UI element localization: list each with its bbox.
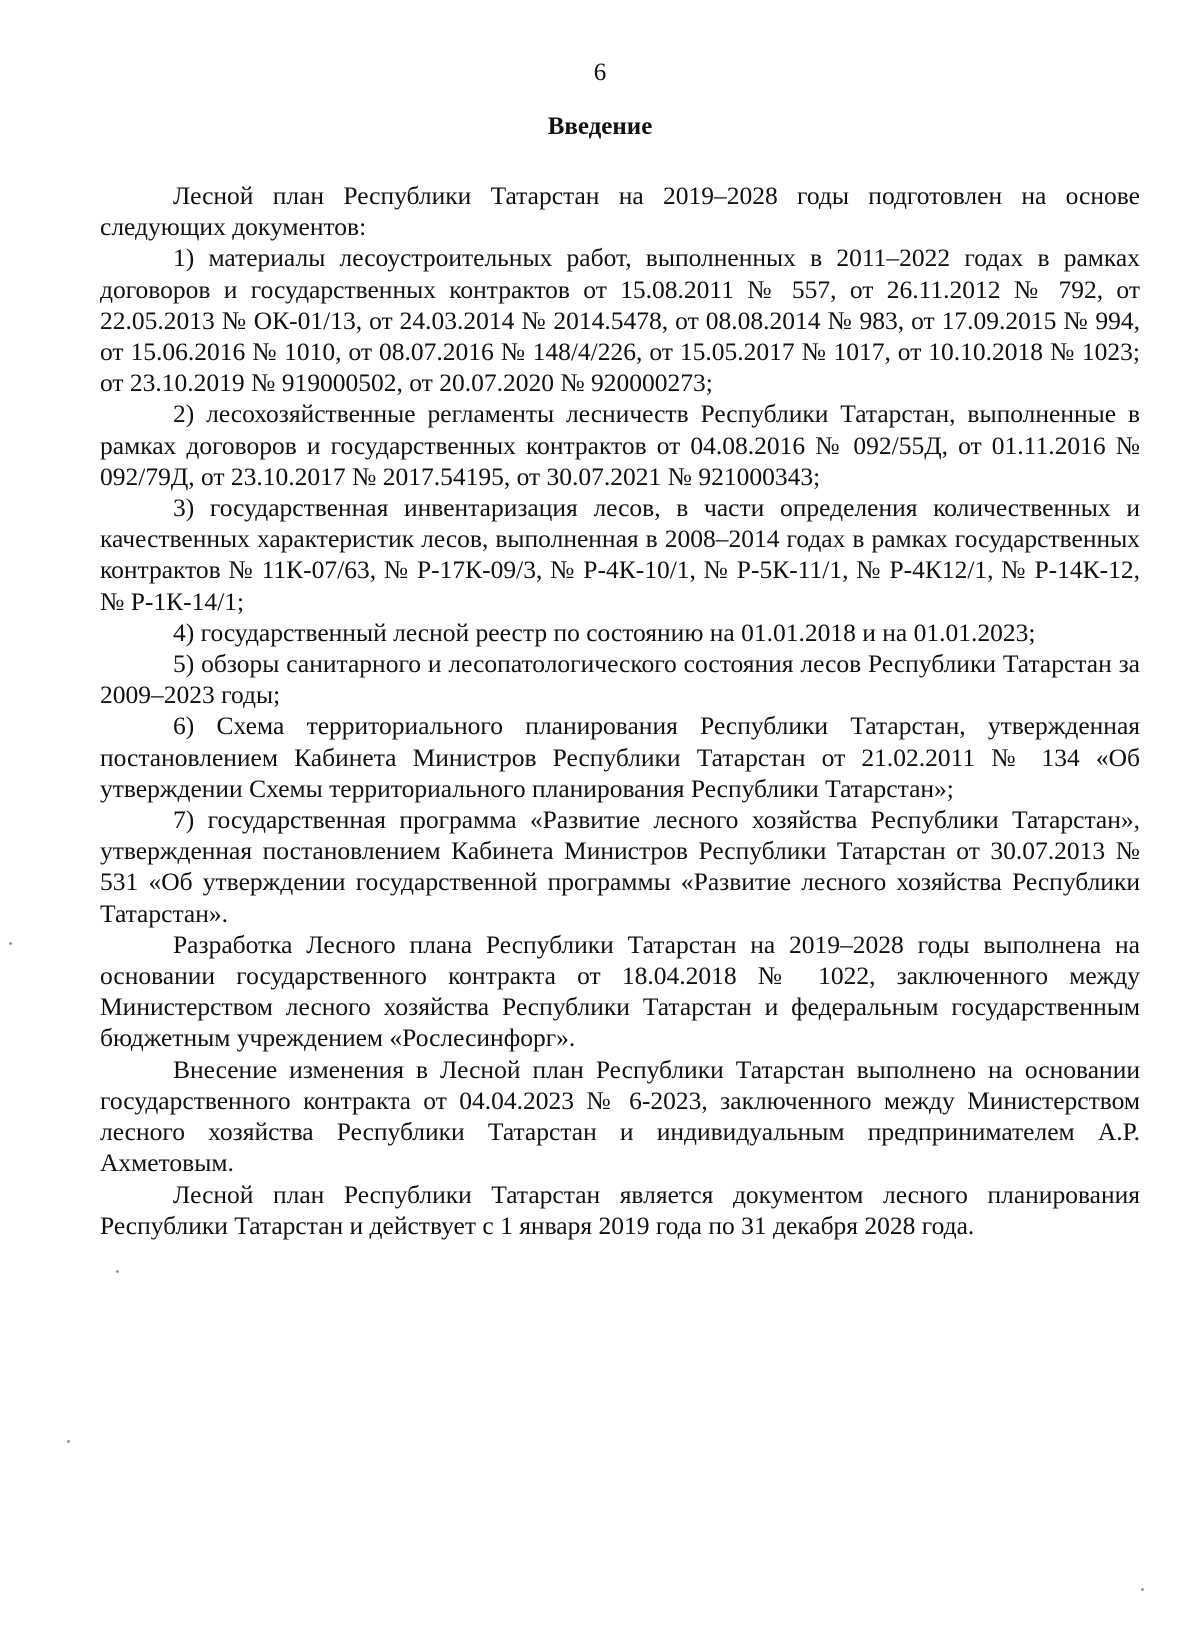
validity-paragraph: Лесной план Республики Татарстан является документом лесного планирования Республики Татарстан и действует с 1 января 2019 года по 31 декабря 2028 года.: [100, 1179, 1140, 1240]
scan-speck: [9, 942, 12, 945]
development-paragraph: Разработка Лесного плана Республики Татарстан на 2019–2028 годы выполнена на основании государственного контракта от 18.04.2018 № 1022, заключенного между Министерством лесного хозяйства Республики Татарстан и федеральным государственным бюджетным учреждением «Рослесинфорг».: [100, 929, 1140, 1053]
list-item-3: 3) государственная инвентаризация лесов, в части определения количественных и качественных характеристик лесов, выполненная в 2008–2014 годах в рамках государственных контрактов № 11К-07/63, № Р-17К-09/3, № Р-4К-10/1, № Р-5К-11/1, № Р-4К12/1, № Р-14К-12, № Р-1К-14/1;: [100, 493, 1140, 616]
section-heading: Введение: [547, 113, 653, 140]
list-item-5: 5) обзоры санитарного и лесопатологического состояния лесов Республики Татарстан за 2009–2023 годы;: [100, 649, 1140, 710]
list-item-1: 1) материалы лесоустроительных работ, выполненных в 2011–2022 годах в рамках договоров и государственных контрактов от 15.08.2011 № 557, от 26.11.2012 № 792, от 22.05.2013 № ОК-01/13, от 24.03.2014 № 2014.5478, от 08.08.2014 № 983, от 17.09.2015 № 994, от 15.06.2016 № 1010, от 08.07.2016 № 148/4/226, от 15.05.2017 № 1017, от 10.10.2018 № 1023; от 23.10.2019 № 919000502, от 20.07.2020 № 920000273;: [100, 243, 1140, 398]
scan-speck: [116, 1270, 119, 1273]
body-text: [100, 180, 1140, 1241]
intro-paragraph: Лесной план Республики Татарстан на 2019–2028 годы подготовлен на основе следующих документов:: [100, 181, 1140, 242]
scan-speck: [1141, 1588, 1144, 1591]
list-item-7: 7) государственная программа «Развитие лесного хозяйства Республики Татарстан», утвержденная постановлением Кабинета Министров Республики Татарстан от 30.07.2013 № 531 «Об утверждении государственной программы «Развитие лесного хозяйства Республики Татарстан».: [100, 805, 1140, 928]
page-number: 6: [593, 59, 607, 86]
list-item-4: 4) государственный лесной реестр по состоянию на 01.01.2018 и на 01.01.2023;: [173, 617, 1036, 647]
scan-speck: [67, 1440, 70, 1443]
amendment-paragraph: Внесение изменения в Лесной план Республики Татарстан выполнено на основании государственного контракта от 04.04.2023 № 6-2023, заключенного между Министерством лесного хозяйства Республики Татарстан и индивидуальным предпринимателем А.Р. Ахметовым.: [100, 1054, 1140, 1178]
list-item-2: 2) лесохозяйственные регламенты лесничеств Республики Татарстан, выполненные в рамках договоров и государственных контрактов от 04.08.2016 № 092/55Д, от 01.11.2016 № 092/79Д, от 23.10.2017 № 2017.54195, от 30.07.2021 № 921000343;: [100, 399, 1140, 491]
list-item-6: 6) Схема территориального планирования Республики Татарстан, утвержденная постановлением Кабинета Министров Республики Татарстан от 21.02.2011 № 134 «Об утверждении Схемы территориального планирования Республики Татарстан»;: [100, 711, 1140, 803]
